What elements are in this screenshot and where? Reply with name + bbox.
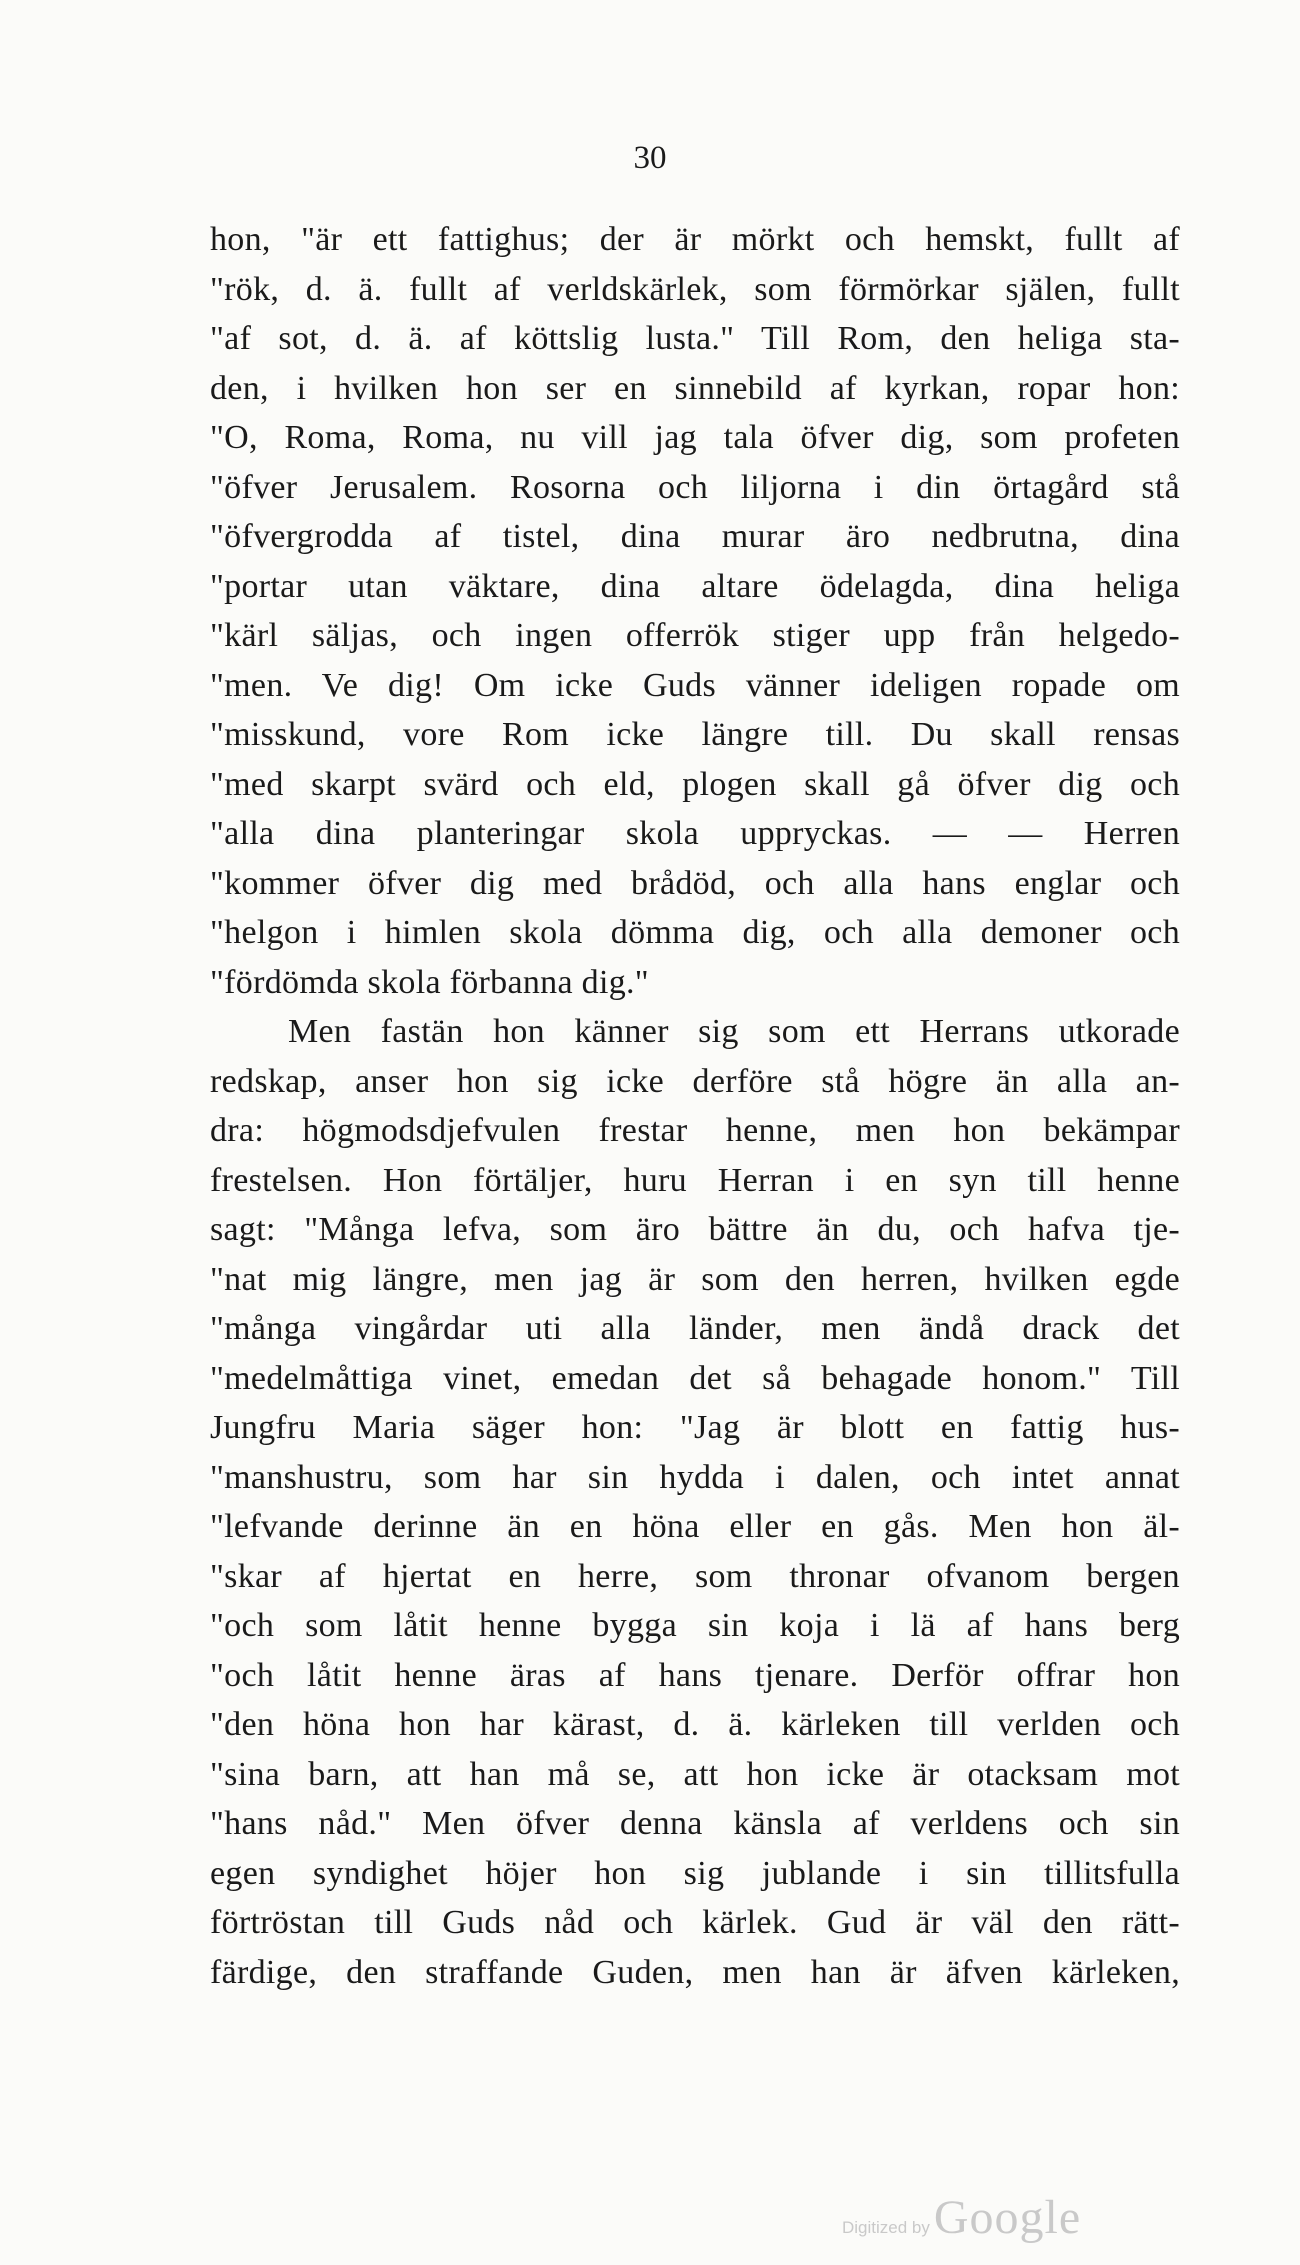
text-line: Jungfru Maria säger hon: "Jag är blott en fattig hus- [210,1409,1180,1446]
watermark-prefix: Digitized by [842,2218,930,2237]
digitized-watermark [842,2190,1081,2250]
text-line: den, i hvilken hon ser en sinnebild af kyrkan, ropar hon: [210,369,1180,407]
text-line: "men. Ve dig! Om icke Guds vänner ideligen ropade om [210,666,1180,704]
text-line: "fördömda skola förbanna dig." [210,963,649,1001]
text-line: Men fastän hon känner sig som ett Herrans utkorade [288,1013,1180,1050]
text-line: sagt: "Många lefva, som äro bättre än du, och hafva tje- [210,1211,1180,1248]
google-logo: Google [933,2191,1082,2244]
text-line: färdige, den straffande Guden, men han är äfven kärleken, [210,1953,1180,1991]
text-line: "och som låtit henne bygga sin koja i lä af hans berg [210,1607,1180,1644]
text-line: "medelmåttiga vinet, emedan det så behagade honom." Till [210,1359,1180,1397]
text-line: "misskund, vore Rom icke längre till. Du skall rensas [210,716,1180,753]
text-line: "rök, d. ä. fullt af verldskärlek, som förmörkar själen, fullt [210,270,1180,308]
paragraph-2 [210,1007,1180,1997]
paragraph-1 [210,215,1180,1007]
text-line: "O, Roma, Roma, nu vill jag tala öfver dig, som profeten [210,419,1180,456]
text-line: "alla dina planteringar skola uppryckas. — — Herren [210,815,1180,852]
text-line: "den höna hon har kärast, d. ä. kärleken till verlden och [210,1706,1180,1743]
text-line: hon, "är ett fattighus; der är mörkt och hemskt, fullt af [210,221,1180,258]
text-line: "hans nåd." Men öfver denna känsla af verldens och sin [210,1805,1180,1842]
text-line: "nat mig längre, men jag är som den herren, hvilken egde [210,1260,1180,1298]
text-line: frestelsen. Hon förtäljer, huru Herran i en syn till henne [210,1161,1180,1199]
text-line: förtröstan till Guds nåd och kärlek. Gud är väl den rätt- [210,1904,1180,1941]
text-line: "öfver Jerusalem. Rosorna och liljorna i din örtagård stå [210,468,1180,506]
text-line: "portar utan väktare, dina altare ödelagda, dina heliga [210,567,1180,605]
text-line: "manshustru, som har sin hydda i dalen, och intet annat [210,1458,1180,1496]
text-line: "med skarpt svärd och eld, plogen skall gå öfver dig och [210,765,1180,803]
text-line: "skar af hjertat en herre, som thronar ofvanom bergen [210,1557,1180,1595]
text-line: "och låtit henne äras af hans tjenare. Derför offrar hon [210,1656,1180,1694]
text-line: "sina barn, att han må se, att hon icke är otacksam mot [210,1755,1180,1793]
body-text [210,215,1180,1997]
text-line: "lefvande derinne än en höna eller en gås. Men hon äl- [210,1508,1180,1545]
text-line: "öfvergrodda af tistel, dina murar äro nedbrutna, dina [210,518,1180,555]
text-line: "af sot, d. ä. af köttslig lusta." Till Rom, den heliga sta- [210,320,1180,357]
text-line: "kommer öfver dig med brådöd, och alla hans englar och [210,864,1180,902]
text-line: redskap, anser hon sig icke derföre stå högre än alla an- [210,1062,1180,1100]
text-line: egen syndighet höjer hon sig jublande i sin tillitsfulla [210,1854,1180,1892]
text-line: "helgon i himlen skola dömma dig, och alla demoner och [210,914,1180,951]
text-line: "kärl säljas, och ingen offerrök stiger upp från helgedo- [210,617,1180,654]
text-line: "många vingårdar uti alla länder, men ändå drack det [210,1310,1180,1347]
page-number: 30 [633,140,667,176]
text-line: dra: högmodsdjefvulen frestar henne, men hon bekämpar [210,1112,1180,1149]
